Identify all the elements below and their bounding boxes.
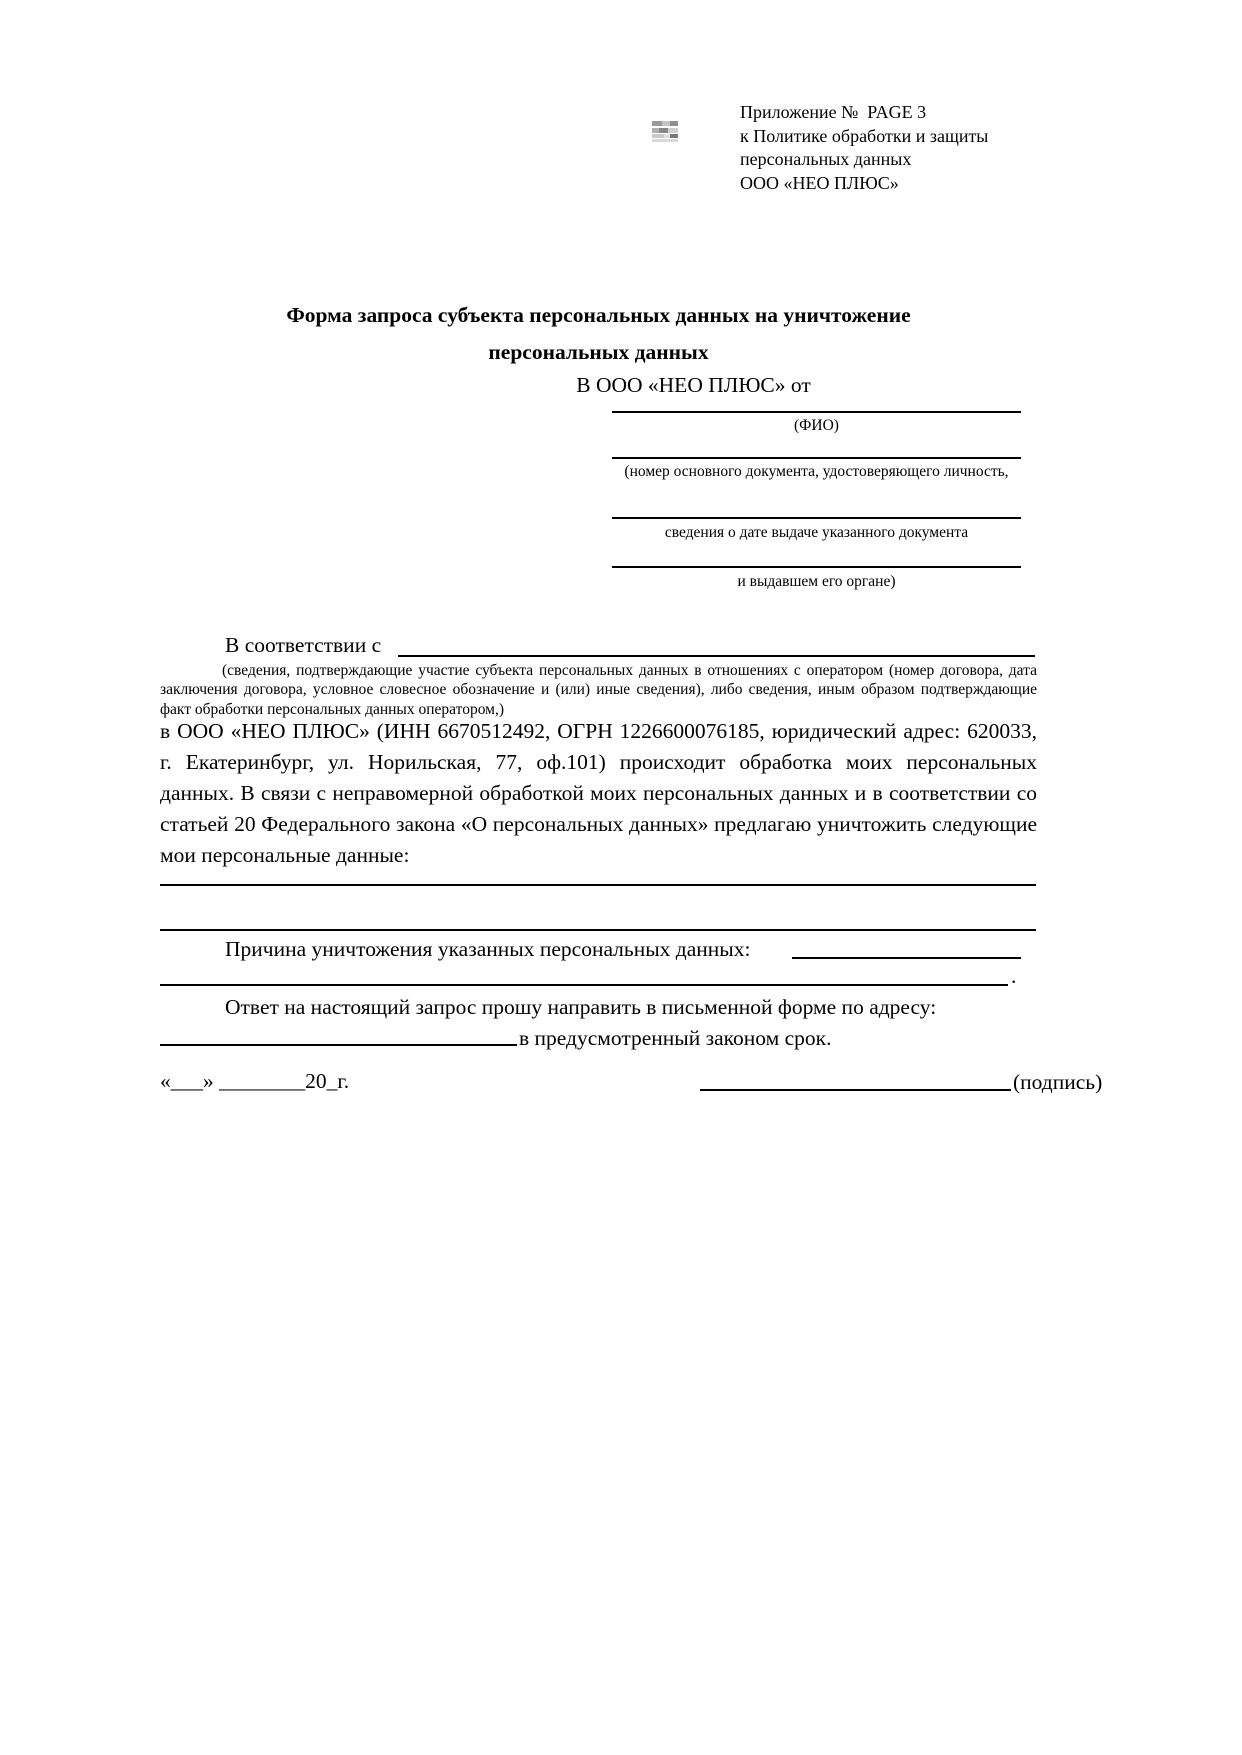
response-line1: Ответ на настоящий запрос прошу направить в письменной форме по адресу: xyxy=(225,995,937,1019)
form-title-line1: Форма запроса субъекта персональных данных на уничтожение xyxy=(286,303,911,327)
fio-blank-line xyxy=(612,411,1021,413)
data-blank-line-2 xyxy=(160,929,1036,931)
address-blank-line xyxy=(160,1044,517,1046)
reason-blank-line-2 xyxy=(160,984,1008,986)
document-number-blank-line xyxy=(612,457,1021,459)
signature-blank-line xyxy=(700,1089,1011,1091)
reason-label: Причина уничтожения указанных персональных данных: xyxy=(225,937,751,961)
fio-label: (ФИО) xyxy=(794,417,839,434)
accordance-prefix: В соответствии с xyxy=(225,633,382,657)
appendix-number-line: Приложение № PAGE 3 xyxy=(740,102,927,122)
issue-date-blank-line xyxy=(612,517,1021,519)
reason-period: . xyxy=(1011,964,1017,988)
appendix-header xyxy=(740,101,1050,195)
embedded-image xyxy=(652,121,678,143)
accordance-footnote: (сведения, подтверждающие участие субъекта персональных данных в отношениях с оператором (номер договора, дата заключения договора, условное словесное обозначение и (или) иные сведения), либо сведения, иным образом подтверждающие факт обработки персональных данных оператором,) xyxy=(160,662,1041,718)
addressee-line: В ООО «НЕО ПЛЮС» от xyxy=(576,373,811,397)
appendix-policy-line2: персональных данных xyxy=(740,149,912,169)
issuing-authority-blank-line xyxy=(612,566,1021,568)
document-number-label: (номер основного документа, удостоверяющего личность, xyxy=(624,463,1009,480)
date-blank: «___» ________20_г. xyxy=(160,1069,350,1093)
response-line2: в предусмотренный законом срок. xyxy=(519,1026,832,1050)
data-blank-line-1 xyxy=(160,884,1036,886)
signature-label: (подпись) xyxy=(1013,1070,1103,1094)
accordance-blank-line xyxy=(398,655,1035,657)
appendix-company-line: ООО «НЕО ПЛЮС» xyxy=(740,172,899,193)
issuing-authority-label: и выдавшем его органе) xyxy=(737,573,896,590)
body-paragraph: в ООО «НЕО ПЛЮС» (ИНН 6670512492, ОГРН 1226600076185, юридический адрес: 620033, г. Екатеринбург, ул. Норильская, 77, оф.101) происходит обработка моих персональных данных. В связи с неправомерной обработкой моих персональных данных и в соответствии со статьей 20 Федерального закона «О персональных данных» предлагаю уничтожить следующие мои персональные данные: xyxy=(160,719,1043,867)
form-title-line2: персональных данных xyxy=(488,340,709,364)
reason-blank-line-1 xyxy=(792,957,1021,959)
issue-date-label: сведения о дате выдаче указанного документа xyxy=(664,524,969,541)
appendix-policy-line: к Политике обработки и защиты xyxy=(740,125,989,146)
